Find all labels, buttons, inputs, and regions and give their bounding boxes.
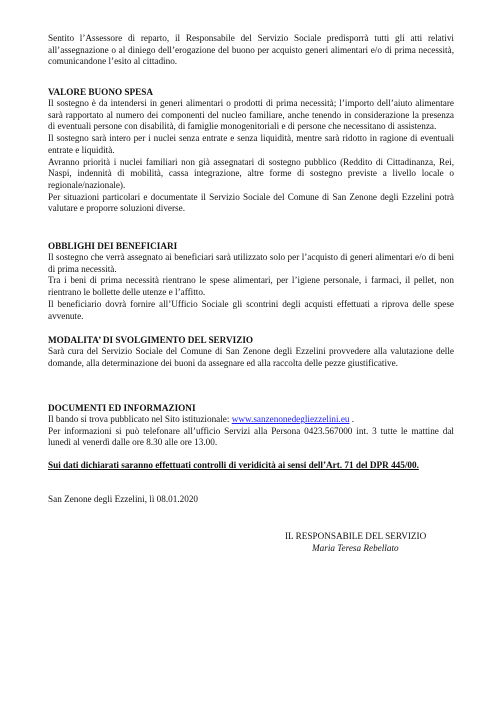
modalita-paragraph-1: Sarà cura del Servizio Sociale del Comune di San Zenone degli Ezzelini provvedere alla valutazione delle domande, alla determinazione dei buoni da assegnare ed alla raccolta delle pezze giustificative. xyxy=(48,346,454,368)
intro-text: Sentito l’Assessore di reparto, il Responsabile del Servizio Sociale predisporrà tutti gli atti relativi all’assegnazione o al diniego dell’erogazione del buono per acquisto generi alimentari e/o di prima necessità, comunicandone l’esito al cittadino. xyxy=(48,33,454,67)
documenti-text: Il bando si trova pubblicato nel Sito istituzionale: xyxy=(48,414,232,424)
section-valore xyxy=(48,86,454,215)
date-text: San Zenone degli Ezzelini, lì 08.01.2020 xyxy=(48,494,199,504)
section-heading-documenti: DOCUMENTI ED INFORMAZIONI xyxy=(48,403,196,413)
obblighi-paragraph-3: Il beneficiario dovrà fornire all’Ufficio Sociale gli scontrini degli acquisti effettuati a riprova delle spese avvenute. xyxy=(48,298,454,321)
intro-paragraph xyxy=(48,33,454,68)
section-heading-valore: VALORE BUONO SPESA xyxy=(48,87,153,97)
date-line xyxy=(48,494,454,506)
documenti-paragraph-1 xyxy=(48,414,454,426)
valore-paragraph-2: Il sostegno sarà intero per i nuclei senza entrate e senza liquidità, mentre sarà ridotto in ragione di eventuali entrate e liquidità. xyxy=(48,133,454,155)
obblighi-paragraph-2: Tra i beni di prima necessità rientrano le spese alimentari, per l’igiene personale, i farmaci, il pellet, non rientrano le bollette delle utenze e l’affitto. xyxy=(48,275,454,298)
section-heading-modalita: MODALITA’ DI SVOLGIMENTO DEL SERVIZIO xyxy=(48,335,254,345)
valore-paragraph-1: Il sostegno è da intendersi in generi alimentari o prodotti di prima necessità; l’importo dell’aiuto alimentare sarà rapportato al numero dei componenti del nucleo familiare, anche tenendo in considerazione la presenza di eventuali persone con disabilità, di famiglie monogenitoriali e di persone che necessitano di assistenza. xyxy=(48,98,454,132)
documenti-suffix: . xyxy=(349,414,355,424)
verification-warning xyxy=(48,460,454,472)
website-link[interactable]: www.sanzenonedegliezzelini.eu xyxy=(231,414,350,424)
obblighi-paragraph-1: Il sostegno che verrà assegnato ai beneficiari sarà utilizzato solo per l’acquisto di generi alimentari e/o di beni di prima necessità. xyxy=(48,252,454,274)
section-modalita xyxy=(48,334,454,369)
signature-name: Maria Teresa Rebellato xyxy=(312,542,399,553)
section-obblighi xyxy=(48,240,454,322)
signature-title: IL RESPONSABILE DEL SERVIZIO xyxy=(285,531,427,541)
section-heading-obblighi: OBBLIGHI DEI BENEFICIARI xyxy=(48,241,178,251)
valore-paragraph-4: Per situazioni particolari e documentate il Servizio Sociale del Comune di San Zenone degli Ezzelini potrà valutare e proporre soluzioni diverse. xyxy=(48,191,454,214)
warning-text: Sui dati dichiarati saranno effettuati controlli di veridicità ai sensi dell’Art. 71 del DPR 445/00. xyxy=(48,460,419,470)
documenti-paragraph-2: Per informazioni si può telefonare all’ufficio Servizi alla Persona 0423.567000 int. 3 tutte le mattine dal lunedì al venerdì dalle ore 8.30 alle ore 13.00. xyxy=(48,425,454,448)
section-documenti xyxy=(48,402,454,449)
valore-paragraph-3: Avranno priorità i nuclei familiari non già assegnatari di sostegno pubblico (Reddito di Cittadinanza, Rei, Naspi, indennità di mobilità, cassa integrazione, altre forme di sostegno previste a livello locale o regionale/nazionale). xyxy=(48,156,454,190)
signature-block xyxy=(285,531,475,554)
